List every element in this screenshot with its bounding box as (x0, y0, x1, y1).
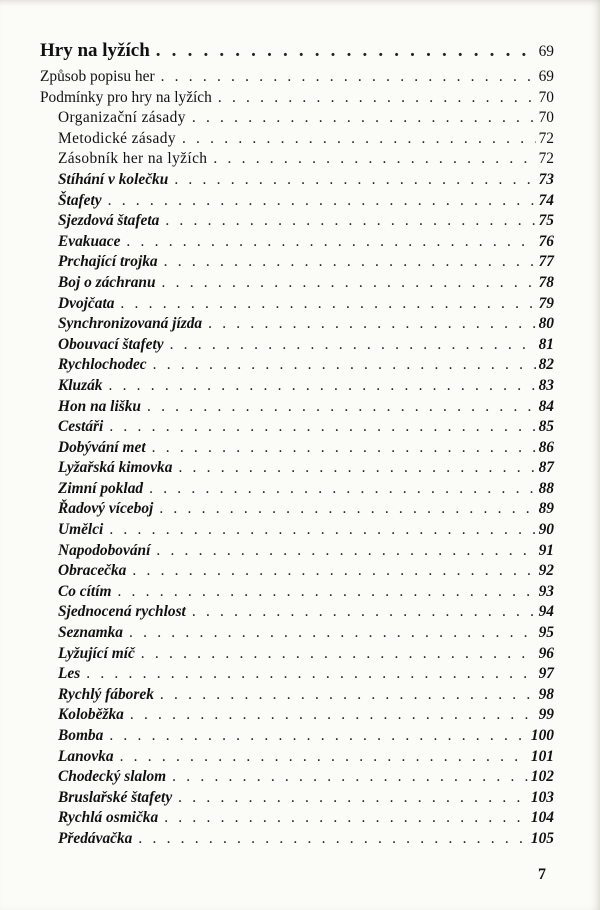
toc-entry-title: Metodické zásady (58, 129, 176, 147)
toc-leader (117, 582, 535, 603)
toc-game-entry (40, 705, 554, 726)
toc-game-entry (40, 417, 554, 438)
toc-entry-title: Bomba (58, 727, 104, 744)
toc-game-entry (40, 520, 554, 541)
toc-entry-page: 91 (538, 541, 554, 559)
toc-entry-title: Štafety (58, 191, 102, 209)
toc-entry-page: 75 (538, 212, 554, 230)
toc-entry-page: 96 (538, 644, 554, 662)
toc-game-entry (40, 397, 554, 418)
toc-entry-page: 92 (538, 562, 554, 580)
toc-entry-page: 87 (538, 459, 554, 477)
toc-game-entry (40, 644, 554, 665)
toc-leader (138, 829, 528, 850)
toc-section (40, 88, 554, 109)
toc-section (40, 67, 554, 88)
toc-entry-title: Kluzák (58, 376, 103, 394)
toc-entry-title: Evakuace (58, 232, 121, 250)
toc-leader (159, 499, 535, 520)
toc-entry-title: Koloběžka (58, 706, 124, 724)
toc-leader (109, 726, 528, 747)
toc-leader (182, 129, 536, 150)
toc-entry-page: 74 (538, 191, 554, 209)
toc-entry-page: 80 (538, 315, 554, 333)
toc-entry-page: 100 (530, 727, 554, 744)
toc-entry-page: 105 (530, 829, 554, 847)
toc-leader (162, 273, 536, 294)
toc-entry-page: 81 (538, 335, 554, 353)
toc-entry-title: Obracečka (58, 562, 127, 580)
toc-entry-title: Lanovka (58, 747, 114, 765)
toc-leader (129, 623, 536, 644)
toc-game-entry (40, 808, 554, 829)
toc-game-entry (40, 335, 554, 356)
toc-entry-page: 78 (538, 273, 554, 291)
toc-leader (149, 479, 536, 500)
toc-leader (126, 232, 535, 253)
toc-leader (147, 397, 536, 418)
toc-game-entry (40, 355, 554, 376)
toc-game-entry (40, 191, 554, 212)
toc-game-entry (40, 623, 554, 644)
toc-game-entry (40, 252, 554, 273)
toc-entry-title: Lyžařská kimovka (58, 459, 173, 477)
toc-entry-page: 102 (530, 768, 554, 786)
toc-entry-title: Chodecký slalom (58, 768, 167, 786)
toc-leader (132, 561, 535, 582)
toc-entry-title: Rychlý fáborek (58, 685, 154, 703)
toc-game-entry (40, 747, 554, 768)
toc-entry-title: Řadový víceboj (58, 500, 154, 518)
toc-entry-title: Umělci (58, 521, 104, 539)
toc-game-entry (40, 211, 554, 232)
toc-entry-title: Synchronizovaná jízda (58, 315, 203, 333)
toc-entry-page: 84 (538, 397, 554, 415)
toc-game-entry (40, 767, 554, 788)
toc-entry-title: Rychlá osmička (58, 809, 159, 827)
toc-entry-title: Les (58, 665, 81, 683)
toc-leader (170, 335, 536, 356)
toc-subsection (40, 129, 554, 150)
toc-entry-page: 69 (538, 68, 554, 85)
toc-leader (192, 108, 536, 129)
toc-entry-title: Zásobník her na lyžích (58, 150, 208, 168)
toc-game-entry (40, 376, 554, 397)
toc-leader (172, 767, 528, 788)
toc-entry-page: 90 (538, 521, 554, 539)
toc-game-entry (40, 664, 554, 685)
toc-entry-page: 93 (538, 582, 554, 600)
toc-leader (109, 417, 535, 438)
toc-heading (40, 40, 554, 63)
toc-entry-title: Sjednocená rychlost (58, 603, 186, 621)
toc-entry-page: 89 (538, 500, 554, 518)
toc-leader (152, 438, 536, 459)
toc-entry-title: Rychlochodec (58, 356, 147, 374)
toc-game-entry (40, 726, 554, 747)
toc-entry-title: Napodobování (58, 541, 151, 559)
toc-leader (130, 705, 536, 726)
toc-entry-title: Seznamka (58, 624, 123, 642)
toc-leader (156, 40, 536, 62)
toc-entry-page: 72 (538, 129, 554, 147)
toc-entry-page: 85 (538, 418, 554, 436)
toc-entry-page: 79 (538, 294, 554, 312)
toc-entry-title: Boj o záchranu (58, 273, 156, 291)
toc-game-entry (40, 314, 554, 335)
toc-leader (153, 355, 536, 376)
toc-subsection (40, 149, 554, 170)
toc-game-entry (40, 294, 554, 315)
toc-leader (165, 211, 535, 232)
page-number: 7 (538, 866, 546, 883)
toc-game-entry (40, 829, 554, 850)
toc-game-entry (40, 170, 554, 191)
toc-entry-title: Zimní poklad (58, 479, 144, 497)
toc-entry-title: Cestáři (58, 418, 104, 436)
toc-entry-page: 103 (530, 788, 554, 806)
toc-game-entry (40, 582, 554, 603)
toc-entry-title: Bruslařské štafety (58, 788, 173, 806)
toc-entry-page: 77 (538, 253, 554, 271)
toc-heading-page: 69 (538, 43, 554, 60)
toc-subsection (40, 108, 554, 129)
toc-leader (164, 808, 528, 829)
toc-game-entry (40, 479, 554, 500)
toc-entry-title: Způsob popisu her (40, 68, 155, 85)
toc-entry-page: 70 (538, 88, 554, 106)
toc-leader (141, 644, 536, 665)
toc-entry-title: Organizační zásady (58, 109, 186, 127)
toc-game-entry (40, 561, 554, 582)
toc-entry-title: Prchající trojka (58, 253, 158, 271)
toc-leader (218, 88, 536, 109)
toc-entry-page: 83 (538, 376, 554, 394)
toc-entry-page: 73 (538, 170, 554, 188)
toc-entry-title: Předávačka (58, 829, 133, 847)
toc-entry-page: 88 (538, 479, 554, 497)
toc-entry-title: Obouvací štafety (58, 335, 164, 353)
toc-entry-title: Stíhání v kolečku (58, 170, 169, 188)
toc-games-list (40, 170, 554, 850)
toc-entry-page: 101 (530, 747, 554, 765)
toc-leader (174, 170, 535, 191)
toc-leader (108, 191, 536, 212)
toc-entry-page: 72 (538, 150, 554, 168)
toc-game-entry (40, 788, 554, 809)
toc-game-entry (40, 499, 554, 520)
toc-game-entry (40, 273, 554, 294)
toc-leader (120, 294, 535, 315)
toc-leader (178, 788, 528, 809)
toc-entry-page: 104 (530, 809, 554, 827)
toc-leader (109, 520, 535, 541)
toc-entry-title: Sjezdová štafeta (58, 212, 160, 230)
table-of-contents (40, 40, 554, 850)
toc-leader (192, 602, 536, 623)
toc-entry-page: 94 (538, 603, 554, 621)
toc-entry-page: 82 (538, 356, 554, 374)
toc-entry-title: Dvojčata (58, 294, 115, 312)
toc-entry-page: 76 (538, 232, 554, 250)
toc-entry-title: Dobývání met (58, 438, 146, 456)
toc-leader (156, 541, 535, 562)
toc-entry-title: Podmínky pro hry na lyžích (40, 88, 212, 106)
toc-leader (208, 314, 536, 335)
toc-entry-page: 70 (538, 109, 554, 127)
toc-leader (86, 664, 535, 685)
toc-entry-page: 98 (538, 685, 554, 703)
toc-heading-title: Hry na lyžích (40, 40, 150, 61)
toc-leader (178, 458, 535, 479)
toc-entry-title: Hon na lišku (58, 397, 141, 415)
toc-entry-page: 99 (538, 706, 554, 724)
toc-entry-page: 86 (538, 438, 554, 456)
toc-game-entry (40, 541, 554, 562)
toc-game-entry (40, 232, 554, 253)
toc-game-entry (40, 602, 554, 623)
toc-game-entry (40, 685, 554, 706)
toc-game-entry (40, 458, 554, 479)
toc-entry-title: Co cítím (58, 582, 112, 600)
toc-leader (108, 376, 535, 397)
toc-entry-title: Lyžující míč (58, 644, 135, 662)
toc-entry-page: 97 (538, 665, 554, 683)
toc-leader (120, 747, 528, 768)
toc-leader (213, 149, 535, 170)
toc-game-entry (40, 438, 554, 459)
toc-leader (161, 67, 536, 88)
toc-entry-page: 95 (538, 624, 554, 642)
toc-leader (164, 252, 536, 273)
toc-leader (160, 685, 536, 706)
